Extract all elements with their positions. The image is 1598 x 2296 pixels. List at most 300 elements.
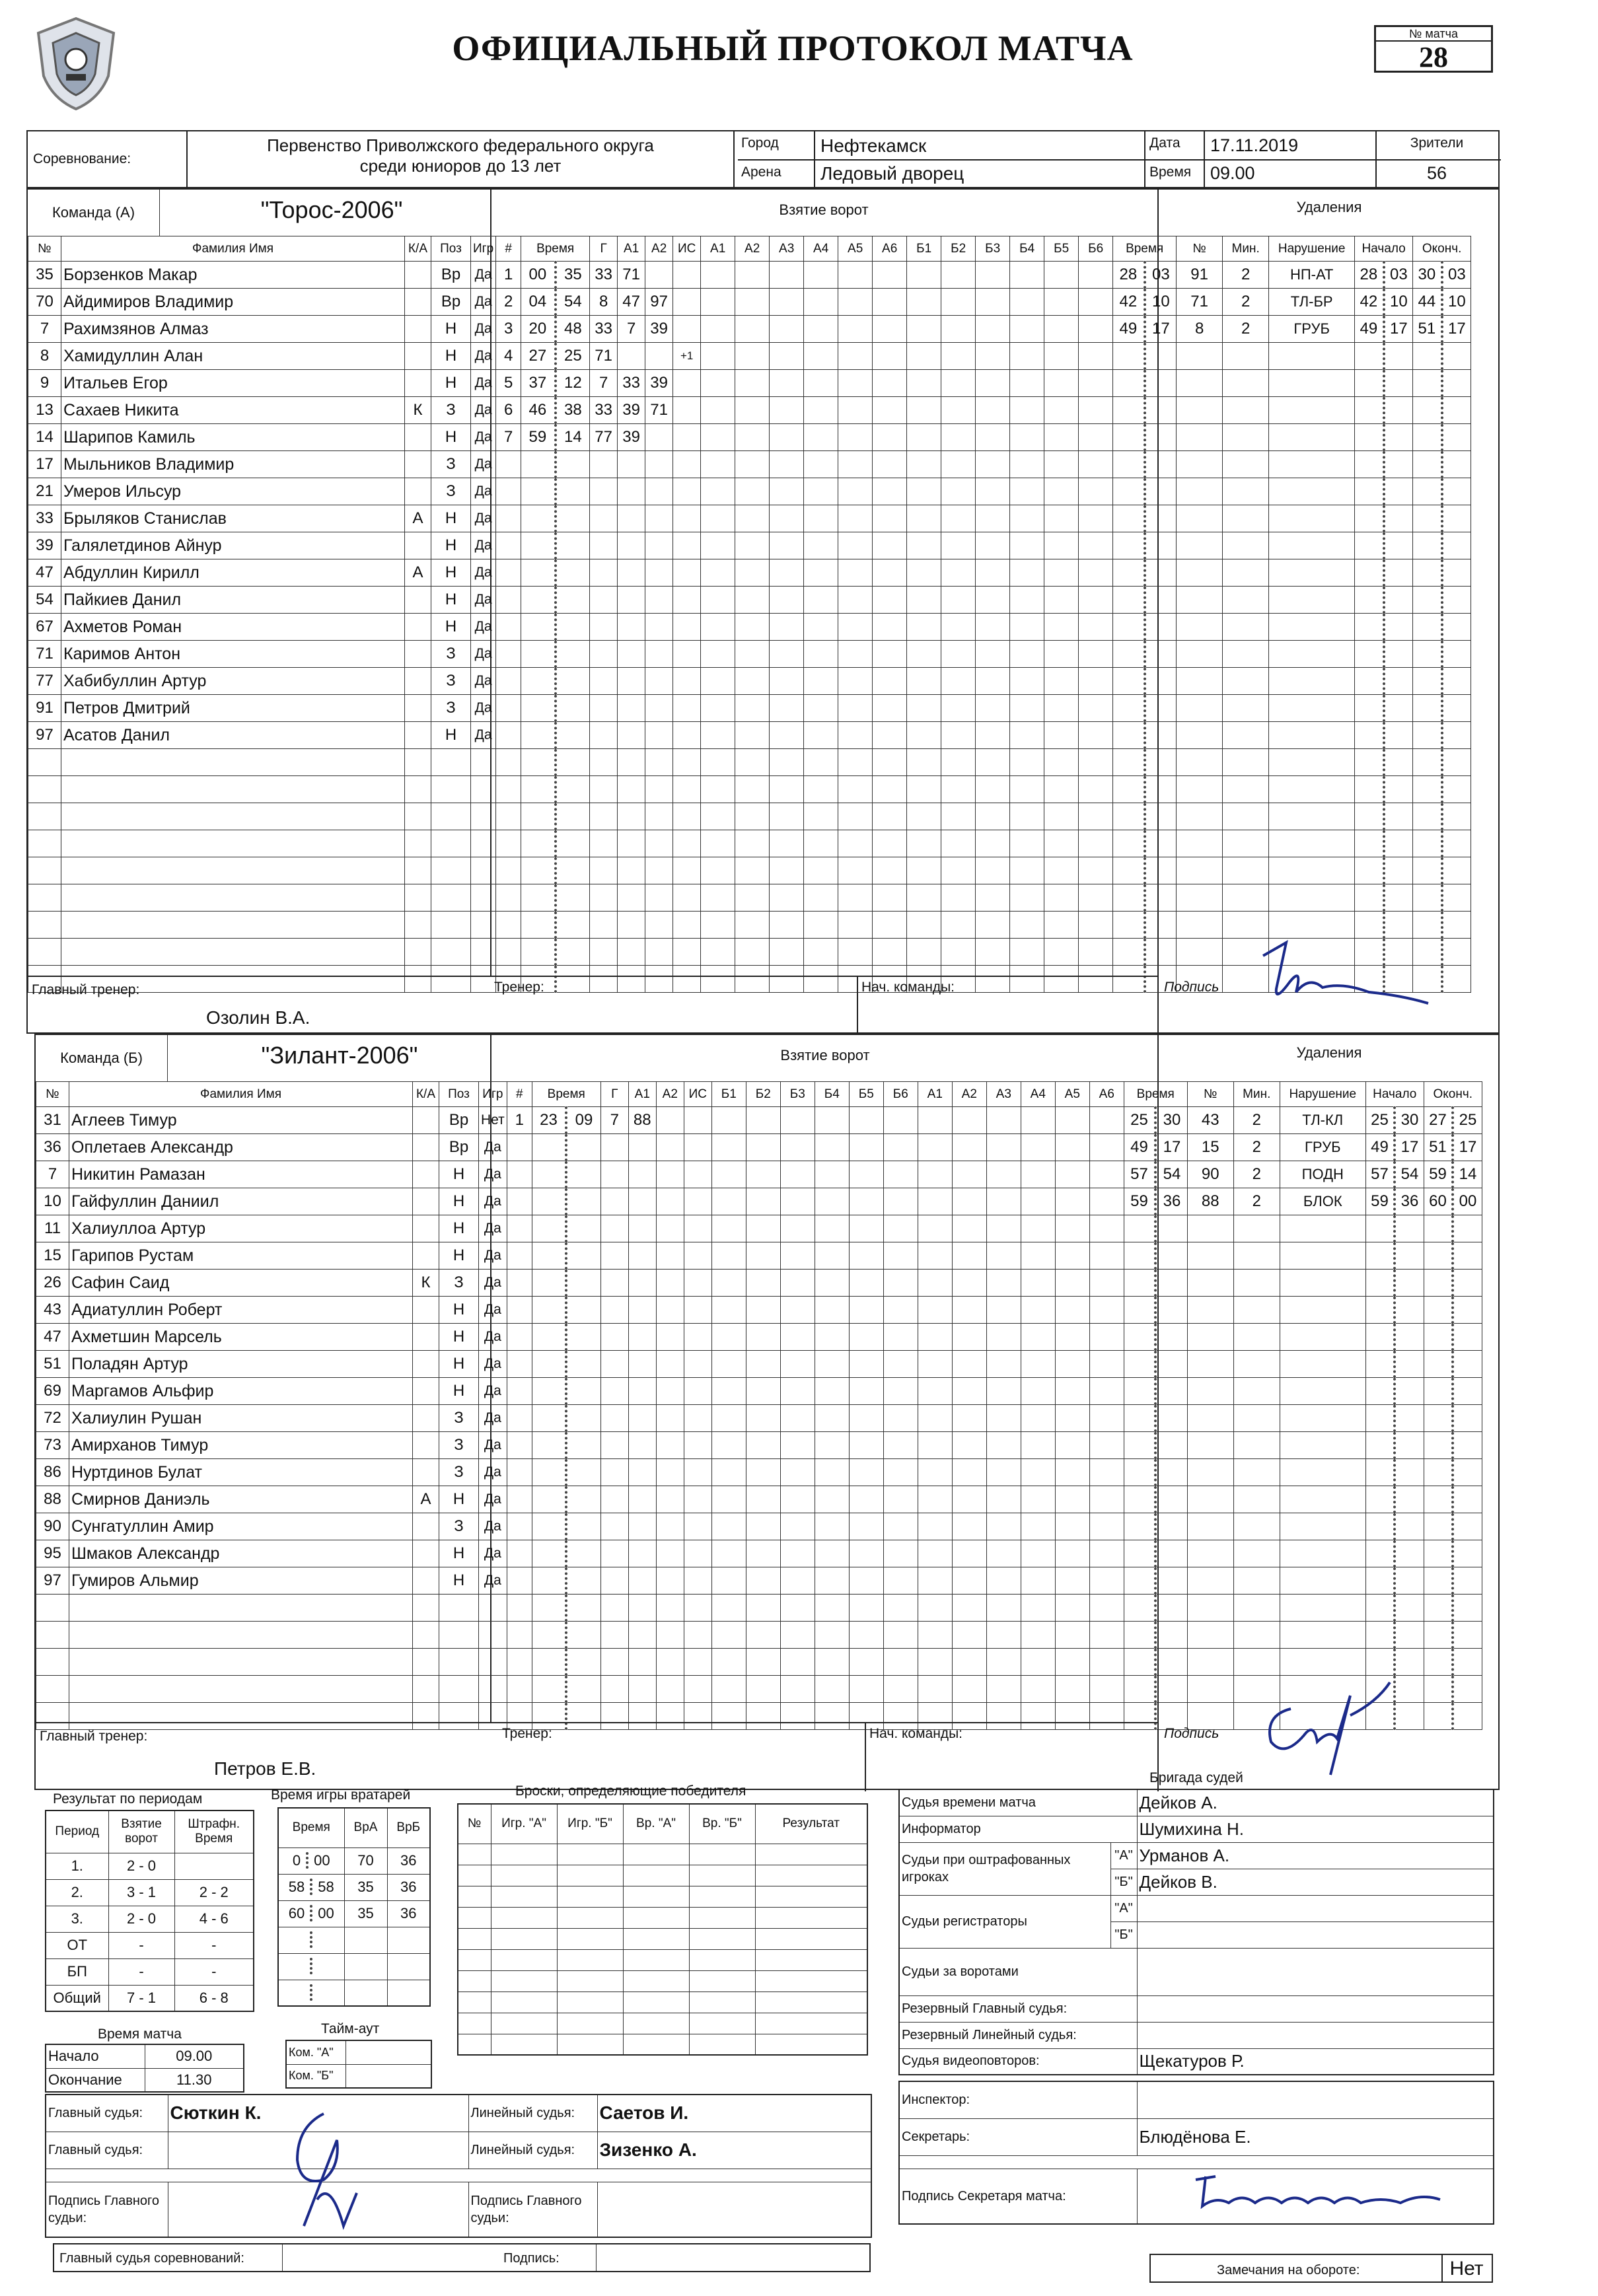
goal-a1: 39: [618, 397, 645, 424]
player-position: З: [439, 1513, 479, 1540]
team-b-coach-label: Тренер:: [502, 1726, 552, 1741]
player-number: 36: [36, 1134, 69, 1161]
table-row: [36, 1188, 1482, 1215]
gk-a: 35: [344, 1874, 387, 1900]
team-b-pp-col-1: Б2: [746, 1082, 780, 1107]
team-b-pp-col-7: А2: [952, 1082, 986, 1107]
penalty-judges-label: Судьи при оштрафованных игроках: [899, 1842, 1110, 1895]
goal-a2: 39: [645, 370, 673, 397]
player-position: Вр: [431, 262, 471, 289]
penalty-code: БЛОК: [1280, 1188, 1365, 1215]
team-b-signature-label: Подпись: [1164, 1726, 1219, 1741]
team-b-roster-col-1: Фамилия Имя: [69, 1082, 413, 1107]
goal-a2: [656, 1107, 684, 1134]
shootout-table: [457, 1803, 868, 2056]
player-position: Вр: [439, 1134, 479, 1161]
informer-label: Информатор: [899, 1816, 1137, 1842]
penalty-judge-a-tag: "А": [1110, 1842, 1137, 1869]
goal-g: 33: [590, 316, 618, 343]
team-b-pp-col-6: А1: [918, 1082, 952, 1107]
player-number: 72: [36, 1405, 69, 1432]
penalty-minutes: 2: [1233, 1161, 1280, 1188]
player-number: 31: [36, 1107, 69, 1134]
page-title: ОФИЦИАЛЬНЫЙ ПРОТОКОЛ МАТЧА: [452, 28, 1134, 68]
period-goals: 7 - 1: [108, 1985, 174, 2011]
player-captain-mark: [413, 1459, 439, 1486]
goal-minute: 46: [521, 397, 556, 424]
period-label: 1.: [46, 1853, 108, 1879]
team-a-chief-label: Нач. команды:: [861, 980, 955, 995]
periods-col-goals: Взятие ворот: [108, 1811, 174, 1853]
player-number: 54: [28, 587, 61, 614]
time-label: Время: [1149, 164, 1192, 180]
player-number: 91: [28, 695, 61, 722]
remarks-label: Замечания на обороте:: [1217, 2263, 1360, 2278]
penalty-start-min: 28: [1355, 262, 1384, 289]
gk-time-min: 60: [288, 1905, 305, 1921]
player-number: 97: [36, 1567, 69, 1595]
team-a-pp-col-3: А4: [804, 236, 838, 262]
periods-col-period: Период: [46, 1811, 108, 1853]
team-a-goal-col-n: #: [496, 236, 521, 262]
player-played: Да: [479, 1324, 507, 1351]
officials-table: [898, 1789, 1494, 2075]
player-number: 71: [28, 641, 61, 668]
team-b-label: Команда (Б): [36, 1035, 168, 1081]
team-a-pp-col-7: Б2: [941, 236, 976, 262]
penalty-judge-a: Урманов А.: [1137, 1842, 1494, 1869]
player-captain-mark: [413, 1513, 439, 1540]
team-b-pp-col-2: Б3: [780, 1082, 815, 1107]
penalty-player: 43: [1187, 1107, 1233, 1134]
team-b-goal-col-n: #: [507, 1082, 532, 1107]
table-row: [28, 776, 1471, 803]
team-a-pen-col-no: №: [1177, 236, 1223, 262]
player-number: 21: [28, 478, 61, 505]
player-captain-mark: К: [413, 1270, 439, 1297]
period-goals: -: [108, 1932, 174, 1958]
competition-name-line2: среди юниоров до 13 лет: [359, 156, 562, 176]
player-name: Никитин Рамазан: [69, 1161, 413, 1188]
shootout-col-1: Игр. "А": [491, 1804, 557, 1844]
table-row: [28, 641, 1471, 668]
team-a-pp-col-8: Б3: [976, 236, 1010, 262]
main-referee-signature: [277, 2100, 370, 2237]
player-played: Да: [471, 424, 496, 451]
team-b-section: [34, 1034, 1500, 1790]
team-b-pen-col-no: №: [1187, 1082, 1233, 1107]
competition-label: Соревнование:: [33, 151, 131, 166]
player-name: Поладян Артур: [69, 1351, 413, 1378]
penalty-player: 91: [1177, 262, 1223, 289]
penalty-start-sec: 03: [1384, 262, 1413, 289]
player-played: Да: [471, 343, 496, 370]
goal-g: 33: [590, 262, 618, 289]
goal-number: 5: [496, 370, 521, 397]
team-a-roster-col-2: К/А: [405, 236, 431, 262]
team-b-pen-col-time: Время: [1124, 1082, 1187, 1107]
goal-second: 38: [556, 397, 590, 424]
goal-is: [684, 1107, 711, 1134]
player-played: Да: [479, 1405, 507, 1432]
shootout-col-2: Игр. "Б": [557, 1804, 623, 1844]
player-played: Да: [471, 532, 496, 559]
player-position: Вр: [431, 289, 471, 316]
table-row: [36, 1134, 1482, 1161]
arena-label: Арена: [741, 164, 781, 180]
player-position: Н: [431, 587, 471, 614]
penalty-player: 15: [1187, 1134, 1233, 1161]
secretary: Блюдёнова Е.: [1137, 2118, 1494, 2155]
team-a-pen-col-code: Нарушение: [1269, 236, 1355, 262]
goal-a2: 71: [645, 397, 673, 424]
player-name: Адиатуллин Роберт: [69, 1297, 413, 1324]
player-captain-mark: [405, 532, 431, 559]
player-captain-mark: [405, 424, 431, 451]
team-a-pp-col-0: А1: [701, 236, 735, 262]
team-b-head-coach-label: Главный тренер:: [40, 1729, 148, 1744]
player-name: Умеров Ильсур: [61, 478, 405, 505]
gk-col-time: Время: [278, 1808, 344, 1848]
player-name: Шмаков Александр: [69, 1540, 413, 1567]
penalty-minute: 25: [1124, 1107, 1155, 1134]
penalty-end-sec: 00: [1453, 1188, 1482, 1215]
penalty-judge-b-tag: "Б": [1110, 1869, 1137, 1895]
player-captain-mark: [405, 370, 431, 397]
gk-table: [277, 1807, 431, 2007]
main-ref-label-1: Главный судья:: [46, 2095, 168, 2132]
table-row: [36, 1567, 1482, 1595]
penalty-start-min: 49: [1355, 316, 1384, 343]
linesman-label-2: Линейный судья:: [468, 2132, 597, 2169]
team-b-goals-title: Взятие ворот: [780, 1047, 870, 1063]
referees-table: [45, 2094, 872, 2238]
team-b-goal-col-4: А2: [656, 1082, 684, 1107]
player-captain-mark: [413, 1378, 439, 1405]
table-row: [28, 749, 1471, 776]
team-b-goal-col-2: Г: [600, 1082, 628, 1107]
penalty-player: 90: [1187, 1161, 1233, 1188]
player-played: Да: [479, 1188, 507, 1215]
gk-a: 70: [344, 1848, 387, 1874]
table-row: [36, 1432, 1482, 1459]
remarks-value: Нет: [1449, 2258, 1484, 2279]
competition-chief-label: Главный судья соревнований:: [59, 2251, 244, 2266]
player-captain-mark: [405, 614, 431, 641]
goal-g: 33: [590, 397, 618, 424]
penalty-start-min: 25: [1365, 1107, 1395, 1134]
team-b-pen-col-code: Нарушение: [1280, 1082, 1365, 1107]
player-played: Да: [471, 722, 496, 749]
player-played: Да: [471, 559, 496, 587]
penalty-start-min: 59: [1365, 1188, 1395, 1215]
team-a-name: "Торос-2006": [260, 196, 403, 223]
team-a-pen-col-start: Начало: [1355, 236, 1413, 262]
goal-number: 1: [496, 262, 521, 289]
goal-second: 25: [556, 343, 590, 370]
player-number: 13: [28, 397, 61, 424]
player-number: 33: [28, 505, 61, 532]
player-name: Петров Дмитрий: [61, 695, 405, 722]
team-b-goal-col-5: ИС: [684, 1082, 711, 1107]
goal-is: [673, 316, 701, 343]
team-a-roster-col-4: Игр: [471, 236, 496, 262]
secretary-label: Секретарь:: [899, 2118, 1137, 2155]
table-row: [28, 451, 1471, 478]
player-name: Хамидуллин Алан: [61, 343, 405, 370]
player-position: Вр: [439, 1107, 479, 1134]
goal-a1: 7: [618, 316, 645, 343]
player-position: Н: [431, 505, 471, 532]
player-played: Да: [479, 1270, 507, 1297]
player-number: 88: [36, 1486, 69, 1513]
team-b-grid: [36, 1081, 1482, 1730]
player-position: Н: [439, 1378, 479, 1405]
goal-minute: 20: [521, 316, 556, 343]
player-number: 69: [36, 1378, 69, 1405]
penalty-code: ТЛ-БР: [1269, 289, 1355, 316]
shootout-col-0: №: [458, 1804, 491, 1844]
penalty-end-sec: 14: [1453, 1161, 1482, 1188]
player-name: Брыляков Станислав: [61, 505, 405, 532]
gk-b: 36: [387, 1900, 430, 1927]
penalty-minutes: 2: [1233, 1188, 1280, 1215]
player-number: 47: [28, 559, 61, 587]
player-number: 17: [28, 451, 61, 478]
player-name: Хабибуллин Артур: [61, 668, 405, 695]
penalty-minute: 28: [1113, 262, 1145, 289]
penalty-end-min: 59: [1424, 1161, 1453, 1188]
team-a-pp-col-10: Б5: [1044, 236, 1079, 262]
goal-number: 7: [496, 424, 521, 451]
player-position: Н: [439, 1324, 479, 1351]
player-position: Н: [431, 424, 471, 451]
penalty-code: ПОДН: [1280, 1161, 1365, 1188]
team-a-grid: [28, 236, 1471, 993]
linesman-2: Зизенко А.: [597, 2132, 871, 2169]
goal-is: [673, 289, 701, 316]
penalty-end-min: 51: [1424, 1134, 1453, 1161]
team-a-pp-col-4: А5: [838, 236, 873, 262]
player-position: З: [431, 478, 471, 505]
player-number: 14: [28, 424, 61, 451]
table-row: [36, 1405, 1482, 1432]
shootout-col-3: Вр. "А": [623, 1804, 689, 1844]
period-label: ОТ: [46, 1932, 108, 1958]
player-name: Амирханов Тимур: [69, 1432, 413, 1459]
player-name: Маргамов Альфир: [69, 1378, 413, 1405]
timeout-title: Тайм-аут: [321, 2021, 380, 2036]
player-number: 86: [36, 1459, 69, 1486]
registrar-b-tag: "Б": [1110, 1921, 1137, 1948]
player-captain-mark: [413, 1107, 439, 1134]
goal-g: 8: [590, 289, 618, 316]
player-played: Да: [471, 587, 496, 614]
goal-is: [673, 397, 701, 424]
player-position: З: [431, 397, 471, 424]
goal-minute: 37: [521, 370, 556, 397]
goal-judges-label: Судьи за воротами: [899, 1948, 1137, 1995]
player-played: Да: [479, 1378, 507, 1405]
team-b-pp-col-3: Б4: [815, 1082, 849, 1107]
competition-chief-sign-label: Подпись:: [503, 2251, 560, 2266]
table-row: [36, 1161, 1482, 1188]
player-position: З: [431, 641, 471, 668]
registrar-a-tag: "А": [1110, 1895, 1137, 1921]
goal-g: 77: [590, 424, 618, 451]
goal-a1: 88: [628, 1107, 656, 1134]
player-captain-mark: А: [405, 559, 431, 587]
penalty-code: НП-АТ: [1269, 262, 1355, 289]
timekeeper: Дейков А.: [1137, 1789, 1494, 1816]
player-name: Борзенков Макар: [61, 262, 405, 289]
gk-title: Время игры вратарей: [271, 1787, 411, 1803]
gk-a: 35: [344, 1900, 387, 1927]
player-name: Ахметов Роман: [61, 614, 405, 641]
gk-b: 36: [387, 1848, 430, 1874]
penalty-end-sec: 17: [1453, 1134, 1482, 1161]
player-number: 26: [36, 1270, 69, 1297]
player-name: Гарипов Рустам: [69, 1242, 413, 1270]
period-goals: 2 - 0: [108, 1906, 174, 1932]
team-a-pp-col-9: Б4: [1010, 236, 1044, 262]
table-row: [36, 1351, 1482, 1378]
player-played: Да: [479, 1486, 507, 1513]
team-a-head-coach-label: Главный тренер:: [32, 982, 140, 997]
goal-minute: 04: [521, 289, 556, 316]
penalty-start-sec: 30: [1395, 1107, 1424, 1134]
table-row: [36, 1486, 1482, 1513]
match-start: 09.00: [145, 2044, 244, 2068]
table-row: [28, 262, 1471, 289]
sign-secretary-label: Подпись Секретаря матча:: [899, 2169, 1137, 2224]
team-b-penalties-title: Удаления: [1296, 1044, 1362, 1061]
player-number: 47: [36, 1324, 69, 1351]
team-b-goal-col-time: Время: [532, 1082, 600, 1107]
player-captain-mark: [413, 1242, 439, 1270]
city-value: Нефтекамск: [820, 135, 927, 156]
penalty-minute: 49: [1124, 1134, 1155, 1161]
team-a-goal-col-3: А1: [618, 236, 645, 262]
team-a-pen-col-end: Оконч.: [1413, 236, 1471, 262]
team-b-coach-signature: [1251, 1669, 1410, 1793]
table-row: [36, 1324, 1482, 1351]
table-row: [28, 695, 1471, 722]
player-name: Асатов Данил: [61, 722, 405, 749]
table-row: [28, 884, 1471, 912]
player-name: Гумиров Альмир: [69, 1567, 413, 1595]
table-row: [28, 289, 1471, 316]
penalty-player: 88: [1187, 1188, 1233, 1215]
player-name: Итальев Егор: [61, 370, 405, 397]
penalty-end-min: 30: [1413, 262, 1442, 289]
penalty-player: 71: [1177, 289, 1223, 316]
informer: Шумихина Н.: [1137, 1816, 1494, 1842]
penalty-start-sec: 10: [1384, 289, 1413, 316]
period-pim: 4 - 6: [174, 1906, 254, 1932]
player-name: Шарипов Камиль: [61, 424, 405, 451]
player-position: Н: [431, 370, 471, 397]
table-row: [28, 668, 1471, 695]
period-goals: 2 - 0: [108, 1853, 174, 1879]
period-pim: -: [174, 1958, 254, 1985]
player-name: Нуртдинов Булат: [69, 1459, 413, 1486]
penalty-minute: 59: [1124, 1188, 1155, 1215]
team-b-chief-label: Нач. команды:: [869, 1726, 962, 1741]
player-number: 7: [28, 316, 61, 343]
team-a-pp-col-5: А6: [873, 236, 907, 262]
team-a-goal-col-2: Г: [590, 236, 618, 262]
table-row: [28, 397, 1471, 424]
player-number: 35: [28, 262, 61, 289]
team-a-pp-col-6: Б1: [907, 236, 941, 262]
player-number: 73: [36, 1432, 69, 1459]
period-label: БП: [46, 1958, 108, 1985]
team-b-name: "Зилант-2006": [261, 1042, 418, 1069]
player-played: Да: [479, 1161, 507, 1188]
goal-is: [673, 424, 701, 451]
player-captain-mark: [405, 316, 431, 343]
player-captain-mark: А: [413, 1486, 439, 1513]
penalty-end-min: 51: [1413, 316, 1442, 343]
player-captain-mark: [413, 1567, 439, 1595]
table-row: [28, 559, 1471, 587]
player-position: Н: [431, 532, 471, 559]
time-value: 09.00: [1210, 163, 1255, 183]
player-played: Да: [471, 668, 496, 695]
player-played: Да: [479, 1351, 507, 1378]
table-row: [36, 1595, 1482, 1622]
goal-a1: 33: [618, 370, 645, 397]
goal-minute: 59: [521, 424, 556, 451]
player-number: 51: [36, 1351, 69, 1378]
penalty-second: 17: [1145, 316, 1177, 343]
match-time-title: Время матча: [98, 2027, 182, 2042]
team-a-pen-col-min: Мин.: [1223, 236, 1269, 262]
player-played: Да: [471, 289, 496, 316]
team-b-pen-col-start: Начало: [1365, 1082, 1424, 1107]
player-name: Сафин Саид: [69, 1270, 413, 1297]
team-b-pp-col-0: Б1: [711, 1082, 746, 1107]
player-captain-mark: [413, 1351, 439, 1378]
goal-second: 48: [556, 316, 590, 343]
goal-is: [673, 262, 701, 289]
team-b-pp-col-8: А3: [986, 1082, 1021, 1107]
player-name: Абдуллин Кирилл: [61, 559, 405, 587]
periods-title: Результат по периодам: [53, 1791, 203, 1807]
player-captain-mark: [413, 1405, 439, 1432]
player-number: 8: [28, 343, 61, 370]
penalty-code: ТЛ-КЛ: [1280, 1107, 1365, 1134]
team-b-pen-col-end: Оконч.: [1424, 1082, 1482, 1107]
sign-main-label-2: Подпись Главного судьи:: [468, 2182, 597, 2237]
match-time-table: [45, 2044, 244, 2093]
penalty-second: 03: [1145, 262, 1177, 289]
player-number: 77: [28, 668, 61, 695]
table-row: [36, 1622, 1482, 1649]
reserve-line-label: Резервный Линейный судья:: [899, 2022, 1137, 2048]
video-judge: Щекатуров Р.: [1137, 2048, 1494, 2075]
goal-a1: 47: [618, 289, 645, 316]
player-name: Сунгатуллин Амир: [69, 1513, 413, 1540]
team-a-signature-label: Подпись: [1164, 980, 1219, 995]
gk-time-sec: 00: [314, 1852, 330, 1869]
player-name: Оплетаев Александр: [69, 1134, 413, 1161]
player-played: Да: [471, 451, 496, 478]
table-row: [28, 532, 1471, 559]
goal-a2: [645, 343, 673, 370]
player-number: 7: [36, 1161, 69, 1188]
